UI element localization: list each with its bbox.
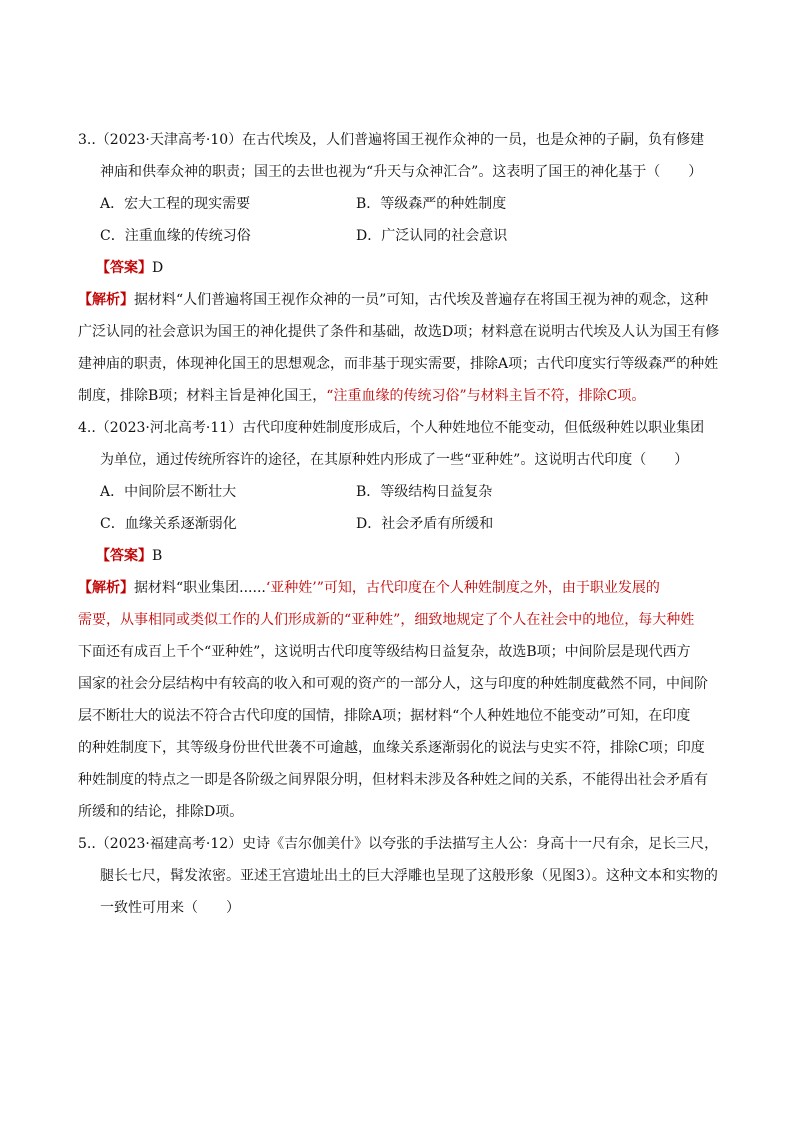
q4-analysis-line-3: 下面还有成百上千个“亚种姓”，这说明古代印度等级结构日益复杂，故选B项；中间阶层是现代西方 [78,644,691,660]
q4-analysis-line-2: 需要，从事相同或类似工作的人们形成新的“亚种姓”，细致地规定了个人在社会中的地位，每大种姓 [78,612,695,628]
q3-option-b: B．等级森严的种姓制度 [356,196,507,212]
q4-option-c: C．血缘关系逐渐弱化 [100,516,237,532]
q4-analysis-line-8: 所缓和的结论，排除D项。 [78,804,244,820]
q4-option-d: D．社会矛盾有所缓和 [356,516,494,532]
q3-analysis-line-2: 广泛认同的社会意识为国王的神化提供了条件和基础，故选D项；材料意在说明古代埃及人认为国王有修 [78,324,720,340]
q5-stem-line-1: 5..（2023·福建高考·12）史诗《吉尔伽美什》以夸张的手法描写主人公：身高十一尺有余，足长三尺， [78,836,719,852]
q4-option-b: B．等级结构日益复杂 [356,484,493,500]
q4-stem-line-1: 4..（2023·河北高考·11）古代印度种姓制度形成后，个人种姓地位不能变动，但低级种姓以职业集团 [78,420,705,436]
q3-stem-line-1: 3..（2023·天津高考·10）在古代埃及，人们普遍将国王视作众神的一员，也是众神的子嗣，负有修建 [78,132,705,148]
q3-option-a: A．宏大工程的现实需要 [100,196,251,212]
q4-stem-line-2: 为单位，通过传统所容许的途径，在其原种姓内形成了一些“亚种姓”。这说明古代印度（ ） [100,452,689,468]
q3-analysis-text-4b: “注重血缘的传统习俗”与材料主旨不符，排除C项。 [326,388,646,404]
q4-analysis-line-7: 种姓制度的特点之一即是各阶级之间界限分明，但材料未涉及各种姓之间的关系，不能得出社会矛盾有 [78,772,708,788]
q4-answer-value: B [152,548,163,564]
q4-analysis-line-6: 的种姓制度下，其等级身份世代世袭不可逾越，血缘关系逐渐弱化的说法与史实不符，排除C项；印度 [78,740,705,756]
q4-answer-label: 【答案】 [96,548,152,564]
q3-analysis-text-4a: 制度，排除B项；材料主旨是神化国王， [78,388,327,404]
q4-answer [96,546,162,566]
q3-answer-value: D [152,260,164,276]
q3-option-d: D．广泛认同的社会意识 [356,228,508,244]
q4-analysis-line-1 [78,578,660,598]
q3-answer-label: 【答案】 [96,260,152,276]
q3-analysis-line-1 [78,290,708,310]
q4-analysis-text-1a: 据材料“职业集团...... [134,580,266,596]
q5-stem-line-2: 腿长七尺，髯发浓密。亚述王宫遗址出土的巨大浮雕也呈现了这般形象（见图3）。这种文本和实物的 [100,868,718,884]
q3-option-c: C．注重血缘的传统习俗 [100,228,251,244]
q3-stem-line-2: 神庙和供奉众神的职责；国王的去世也视为“升天与众神汇合”。这表明了国王的神化基于（ ） [100,164,703,180]
q3-analysis-line-4 [78,386,645,406]
q3-analysis-label: 【解析】 [78,292,134,308]
q5-stem-line-3: 一致性可用来（ ） [100,900,240,916]
q4-option-a: A．中间阶层不断壮大 [100,484,237,500]
q4-analysis-line-4: 国家的社会分层结构中有较高的收入和可观的资产的一部分人，这与印度的种姓制度截然不同，中间阶 [78,676,708,692]
q3-analysis-line-3: 建神庙的职责，体现神化国王的思想观念，而非基于现实需要，排除A项；古代印度实行等级森严的种姓 [78,356,719,372]
q4-analysis-line-5: 层不断壮大的说法不符合古代印度的国情，排除A项；据材料“个人种姓地位不能变动”可知，在印度 [78,708,691,724]
q4-analysis-text-1b: ‘亚种姓’”可知，古代印度在个人种姓制度之外，由于职业发展的 [265,580,660,596]
q3-analysis-text-1: 据材料“人们普遍将国王视作众神的一员”可知，古代埃及普遍存在将国王视为神的观念，这种 [134,292,709,308]
q4-analysis-label: 【解析】 [78,580,134,596]
q3-answer [96,258,163,278]
